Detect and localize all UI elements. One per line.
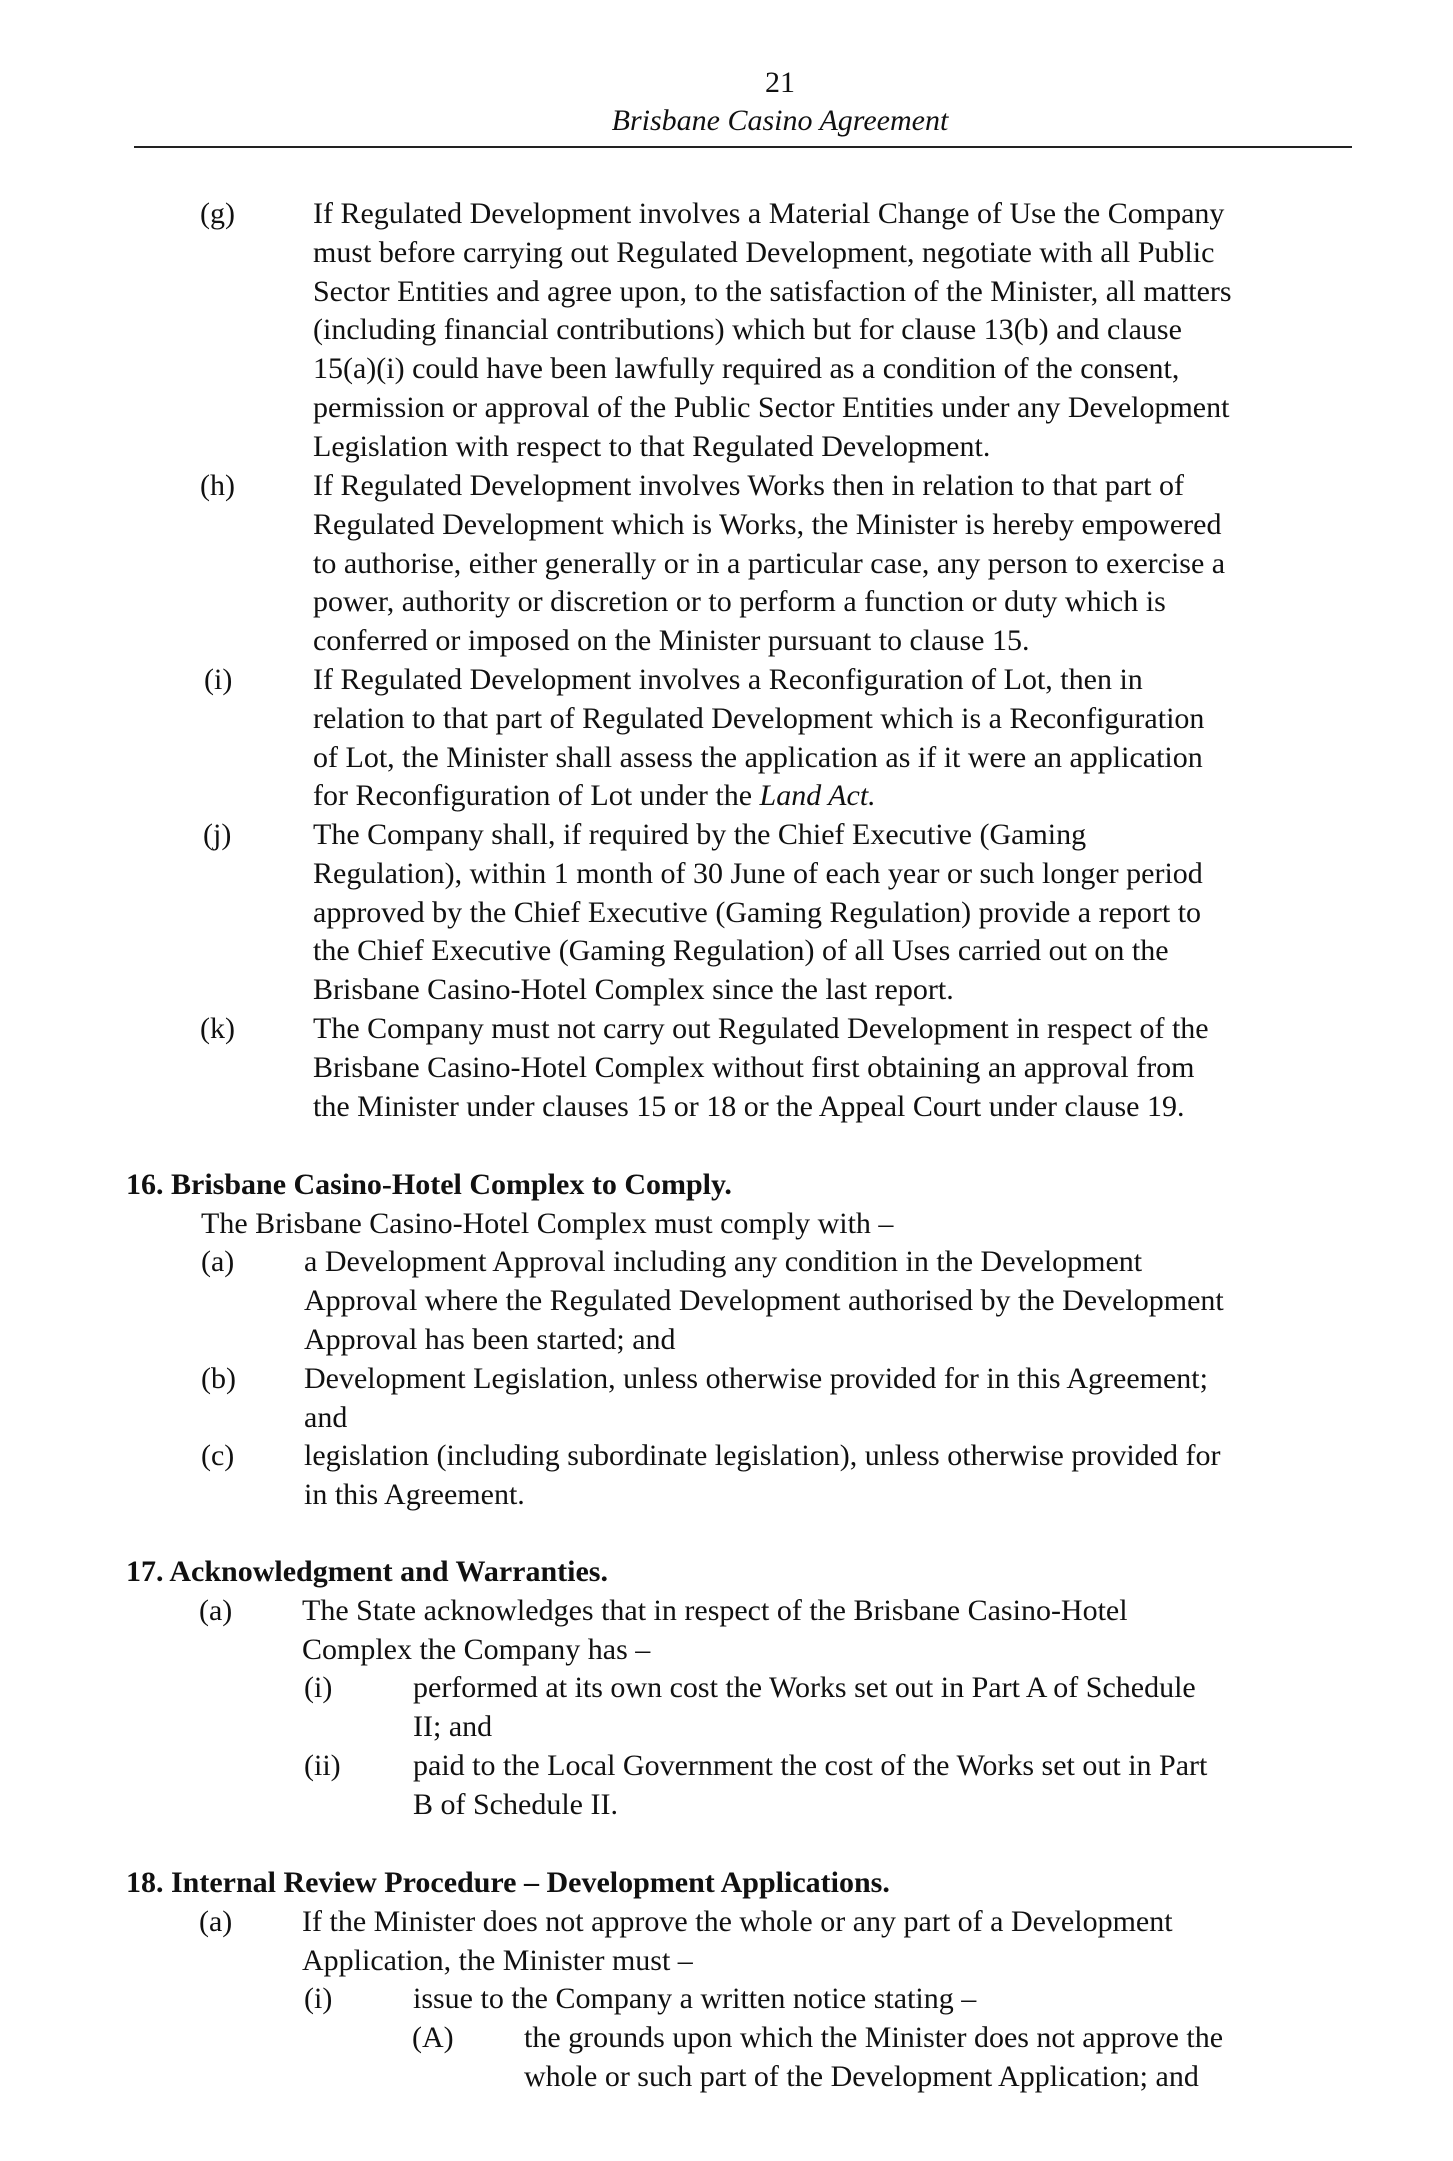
text-line: approved by the Chief Executive (Gaming Regulation) provide a report to — [313, 895, 1202, 929]
item-label-16c: (c) — [201, 1439, 235, 1472]
text-line: the Minister under clauses 15 or 18 or the Appeal Court under clause 19. — [313, 1089, 1185, 1123]
text-line: Regulation), within 1 month of 30 June of each year or such longer period — [313, 856, 1203, 890]
item-text-16a — [304, 1243, 1224, 1359]
item-label-g: (g) — [200, 197, 235, 230]
subitem-label-17a-ii: (ii) — [304, 1749, 341, 1782]
italic-act-name: Land Act. — [759, 779, 876, 813]
text-line: Brisbane Casino-Hotel Complex without first obtaining an approval from — [313, 1050, 1195, 1084]
text-line: 15(a)(i) could have been lawfully required as a condition of the consent, — [313, 352, 1180, 386]
subitem-text-17a-ii — [413, 1747, 1207, 1825]
text-line: whole or such part of the Development Application; and — [524, 2059, 1199, 2093]
text-line: Legislation with respect to that Regulated Development. — [313, 429, 991, 463]
text-line: The Company shall, if required by the Chief Executive (Gaming — [313, 818, 1087, 851]
text-line: Regulated Development which is Works, the Minister is hereby empowered — [313, 507, 1222, 541]
item-text-17a — [302, 1592, 1128, 1670]
text-line: Brisbane Casino-Hotel Complex since the last report. — [313, 973, 954, 1007]
text-line: in this Agreement. — [304, 1477, 525, 1511]
item-label-18a: (a) — [199, 1905, 233, 1938]
item-text-16b — [304, 1360, 1208, 1438]
text-line: power, authority or discretion or to perform a function or duty which is — [313, 585, 1166, 619]
text-line: (including financial contributions) which but for clause 13(b) and clause — [313, 313, 1182, 347]
text-line: The Company must not carry out Regulated Development in respect of the — [313, 1012, 1209, 1045]
text-line: If the Minister does not approve the whole or any part of a Development — [302, 1905, 1173, 1938]
text-line: If Regulated Development involves Works then in relation to that part of — [313, 469, 1184, 502]
text-line: The State acknowledges that in respect of the Brisbane Casino-Hotel — [302, 1594, 1128, 1627]
item-label-i: (i) — [204, 663, 233, 696]
text-line: to authorise, either generally or in a particular case, any person to exercise a — [313, 546, 1226, 580]
text-line: the Chief Executive (Gaming Regulation) of all Uses carried out on the — [313, 934, 1169, 968]
text-line: paid to the Local Government the cost of the Works set out in Part — [413, 1749, 1208, 1782]
text-fragment: for Reconfiguration of Lot under the — [313, 779, 760, 813]
text-line: Application, the Minister must – — [302, 1943, 693, 1977]
text-line: B of Schedule II. — [413, 1787, 618, 1821]
page-number: 21 — [765, 66, 795, 99]
text-line: If Regulated Development involves a Reconfiguration of Lot, then in — [313, 663, 1143, 696]
text-line: Approval has been started; and — [304, 1322, 676, 1356]
clause-16-intro: The Brisbane Casino-Hotel Complex must comply with – — [201, 1207, 894, 1240]
text-line: performed at its own cost the Works set out in Part A of Schedule — [413, 1671, 1196, 1704]
subsubitem-label-18a-i-A: (A) — [412, 2021, 454, 2054]
item-text-h — [313, 467, 1225, 661]
item-label-j: (j) — [203, 818, 232, 851]
text-line: the grounds upon which the Minister does not approve the — [524, 2021, 1224, 2054]
text-line: must before carrying out Regulated Development, negotiate with all Public — [313, 235, 1215, 269]
subitem-text-18a-i: issue to the Company a written notice stating – — [413, 1982, 977, 2015]
clause-17-heading: 17. Acknowledgment and Warranties. — [126, 1555, 608, 1588]
item-text-j — [313, 816, 1203, 1010]
text-line — [313, 777, 1204, 816]
header-rule — [134, 146, 1352, 148]
text-line: of Lot, the Minister shall assess the application as if it were an application — [313, 740, 1203, 774]
clause-18-heading: 18. Internal Review Procedure – Development Applications. — [126, 1866, 890, 1899]
text-line: conferred or imposed on the Minister pursuant to clause 15. — [313, 624, 1030, 658]
item-text-g — [313, 195, 1232, 467]
item-text-16c — [304, 1437, 1220, 1515]
text-line: Sector Entities and agree upon, to the satisfaction of the Minister, all matters — [313, 274, 1232, 308]
text-line: permission or approval of the Public Sector Entities under any Development — [313, 390, 1230, 424]
item-text-k — [313, 1010, 1209, 1126]
text-line: relation to that part of Regulated Development which is a Reconfiguration — [313, 701, 1205, 735]
item-text-18a — [302, 1903, 1173, 1981]
subitem-label-17a-i: (i) — [304, 1671, 333, 1704]
item-text-i — [313, 661, 1204, 816]
text-line: If Regulated Development involves a Material Change of Use the Company — [313, 197, 1225, 230]
clause-16-heading: 16. Brisbane Casino-Hotel Complex to Comply. — [126, 1168, 732, 1201]
item-label-h: (h) — [200, 469, 235, 502]
running-header-title: Brisbane Casino Agreement — [611, 104, 949, 137]
item-label-17a: (a) — [199, 1594, 233, 1627]
text-line: and — [304, 1400, 348, 1434]
text-line: II; and — [413, 1709, 493, 1743]
item-label-k: (k) — [200, 1012, 235, 1045]
text-line: Complex the Company has – — [302, 1632, 651, 1666]
subitem-text-17a-i — [413, 1669, 1196, 1747]
text-line: Approval where the Regulated Development authorised by the Development — [304, 1283, 1224, 1317]
subsubitem-text-18a-i-A — [524, 2019, 1223, 2097]
text-line: legislation (including subordinate legislation), unless otherwise provided for — [304, 1439, 1221, 1472]
item-label-16b: (b) — [201, 1362, 236, 1395]
subitem-label-18a-i: (i) — [304, 1982, 333, 2015]
text-line: a Development Approval including any condition in the Development — [304, 1245, 1143, 1278]
text-line: Development Legislation, unless otherwise provided for in this Agreement; — [304, 1362, 1208, 1395]
item-label-16a: (a) — [201, 1245, 235, 1278]
